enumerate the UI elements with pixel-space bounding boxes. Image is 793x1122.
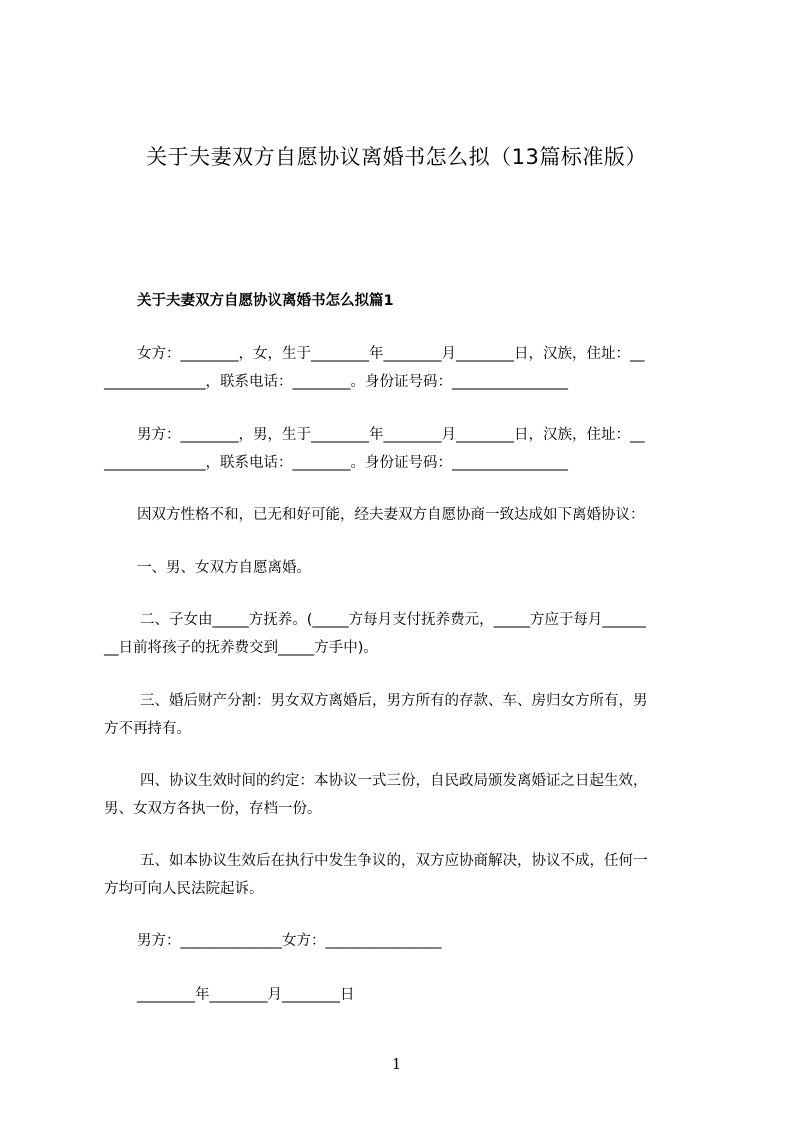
clause-2-line-1: 二、子女由_____方抚养。(_____方每月支付抚养费元，_____方应于每月______ [140,612,646,628]
male-party-paragraph [104,421,702,477]
clause-2-line-2: __日前将孩子的抚养费交到_____方手中)。 [104,640,378,656]
male-party-line-2: ______________，联系电话：________。身份证号码：________________ [104,455,568,471]
clause-1: 一、男、女双方自愿离婚。 [137,560,311,576]
clause-3 [104,687,702,743]
female-party-line-2: ______________，联系电话：________。身份证号码：________________ [104,374,568,390]
preamble-paragraph: 因双方性格不和，已无和好可能，经夫妻双方自愿协商一致达成如下离婚协议： [137,507,645,523]
date-line: ________年________月________日 [137,987,355,1003]
clause-5-line-1: 五、如本协议生效后在执行中发生争议的，双方应协商解决，协议不成，任何一 [140,853,648,869]
clause-3-line-2: 方不再持有。 [104,721,191,737]
clause-2 [104,606,702,662]
clause-4-line-1: 四、协议生效时间的约定：本协议一式三份，自民政局颁发离婚证之日起生效， [140,773,648,789]
male-party-line-1: 男方：________，男，生于________年________月________日，汉族，住址：__ [137,427,645,443]
clause-4 [104,767,702,823]
clause-5-line-2: 方均可向人民法院起诉。 [104,881,264,897]
clause-4-line-2: 男、女双方各执一份，存档一份。 [104,801,322,817]
signature-line: 男方：______________女方：________________ [137,933,442,949]
section-heading: 关于夫妻双方自愿协议离婚书怎么拟篇1 [137,293,394,309]
clause-5 [104,847,702,903]
clause-3-line-1: 三、婚后财产分割：男女双方离婚后，男方所有的存款、车、房归女方所有，男 [140,693,648,709]
female-party-paragraph [104,340,702,396]
page-number: 1 [391,1055,402,1073]
female-party-line-1: 女方：________，女，生于________年________月________日，汉族，住址：__ [137,346,645,362]
document-title: 关于夫妻双方自愿协议离婚书怎么拟（13篇标准版） [146,145,647,169]
